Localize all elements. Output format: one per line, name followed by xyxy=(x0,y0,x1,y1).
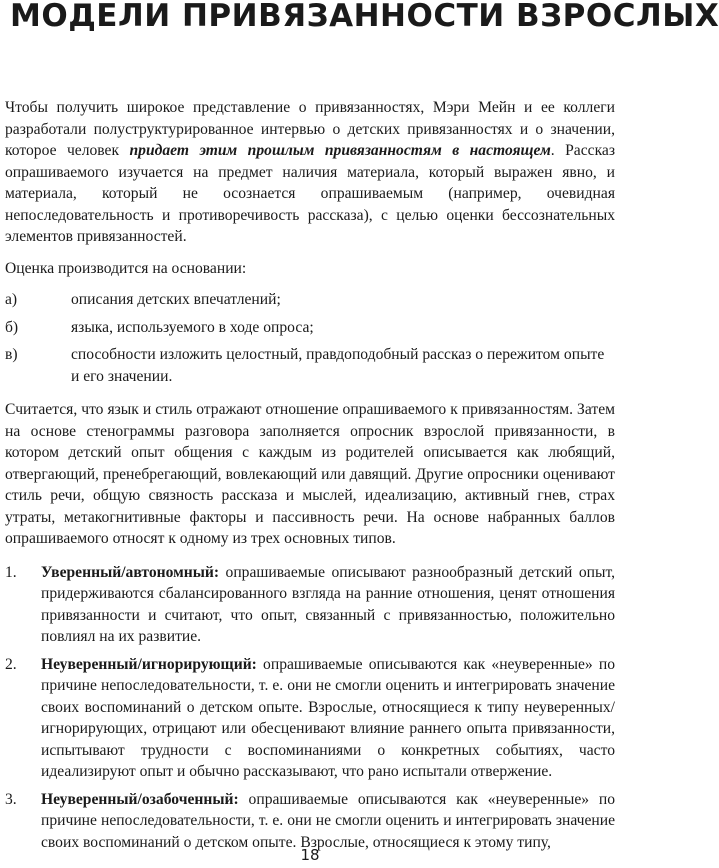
type-number: 3. xyxy=(5,790,17,808)
list-item xyxy=(5,344,615,387)
basis-intro: Оценка производится на основании: xyxy=(5,259,247,277)
list-item-text: способности изложить целостный, правдоподобный рассказ о пережитом опыте и его значении. xyxy=(71,346,605,385)
type-number: 2. xyxy=(5,655,17,673)
list-marker: в) xyxy=(5,346,18,363)
attachment-types-list xyxy=(5,562,615,854)
intro-paragraph xyxy=(5,97,615,248)
type-description xyxy=(41,654,615,783)
intro-text-before: Чтобы получить широкое представление о привязанностях, Мэри Мейн и ее коллеги разработали полуструктурированное интервью о детских привязанностях и о значении, которое человек xyxy=(5,99,615,159)
method-paragraph: Считается, что язык и стиль отражают отношение опрашиваемого к привязанностям. Затем на основе стенограммы разговора заполняется опросник взрослой привязанности, в котором детский опыт общения с каждым из родителей описывается как любящий, отвергающий, пренебрегающий, вовлекающий или давящий. Другие опросники оценивают стиль речи, общую связность рассказа и мыслей, идеализацию, активный гнев, страх утраты, метакогнитивные факторы и пассивность речи. На основе набранных баллов опрашиваемого относят к одному из трех основных типов. xyxy=(5,401,615,547)
list-item-text: языка, используемого в ходе опроса; xyxy=(71,318,314,336)
type-text: опрашиваемые описывают разнообразный детский опыт, придерживаются сбалансированного взгляда на ранние отношения, ценят отношения привязанности и считают, что опыт, связанный с привязанностью, положительно повлиял на их развитие. xyxy=(41,563,615,645)
list-marker: б) xyxy=(5,318,19,336)
type-item xyxy=(5,562,615,648)
intro-text-after: . Рассказ опрашиваемого изучается на предмет наличия материала, который выражен явно, и материала, который не осознается опрашиваемым (например, очевидная непоследовательность и противоречивость рассказа), с целью оценки бессознательных элементов привязанностей. xyxy=(5,142,615,245)
page-body xyxy=(5,97,615,859)
type-number: 1. xyxy=(5,563,17,581)
list-item xyxy=(5,317,615,339)
page-title: МОДЕЛИ ПРИВЯЗАННОСТИ ВЗРОСЛЫХ xyxy=(10,0,719,34)
list-item xyxy=(5,289,615,311)
type-item xyxy=(5,789,615,854)
type-item xyxy=(5,654,615,783)
intro-emphasis: придает этим прошлым привязанностям в настоящем xyxy=(129,142,551,159)
type-label: Неуверенный/озабоченный: xyxy=(41,790,239,808)
type-description xyxy=(41,789,615,854)
list-item-text: описания детских впечатлений; xyxy=(71,291,281,308)
type-text: опрашиваемые описываются как «неуверенные» по причине непоследовательности, т. е. они не смогли оценить и интегрировать значение своих воспоминаний о детском опыте. Взрослые, относящиеся к типу неуверенных/игнорирующих, отрицают или обесценивают влияние раннего опыта привязанности, испытывают трудности с воспоминаниями о конкретных событиях, часто идеализируют опыт и обычно рассказывают, что рано испытали отвержение. xyxy=(41,655,615,780)
type-text: опрашиваемые описываются как «неуверенные» по причине непоследовательности, т. е. они не смогли оценить и интегрировать значение своих воспоминаний о детском опыте. Взрослые, относящиеся к этому типу, xyxy=(41,790,615,851)
type-label: Неуверенный/игнорирующий: xyxy=(41,655,257,673)
basis-list xyxy=(5,289,615,387)
list-marker: а) xyxy=(5,291,18,308)
type-label: Уверенный/автономный: xyxy=(41,563,220,581)
page-number: 18 xyxy=(300,846,320,864)
type-description xyxy=(41,562,615,648)
